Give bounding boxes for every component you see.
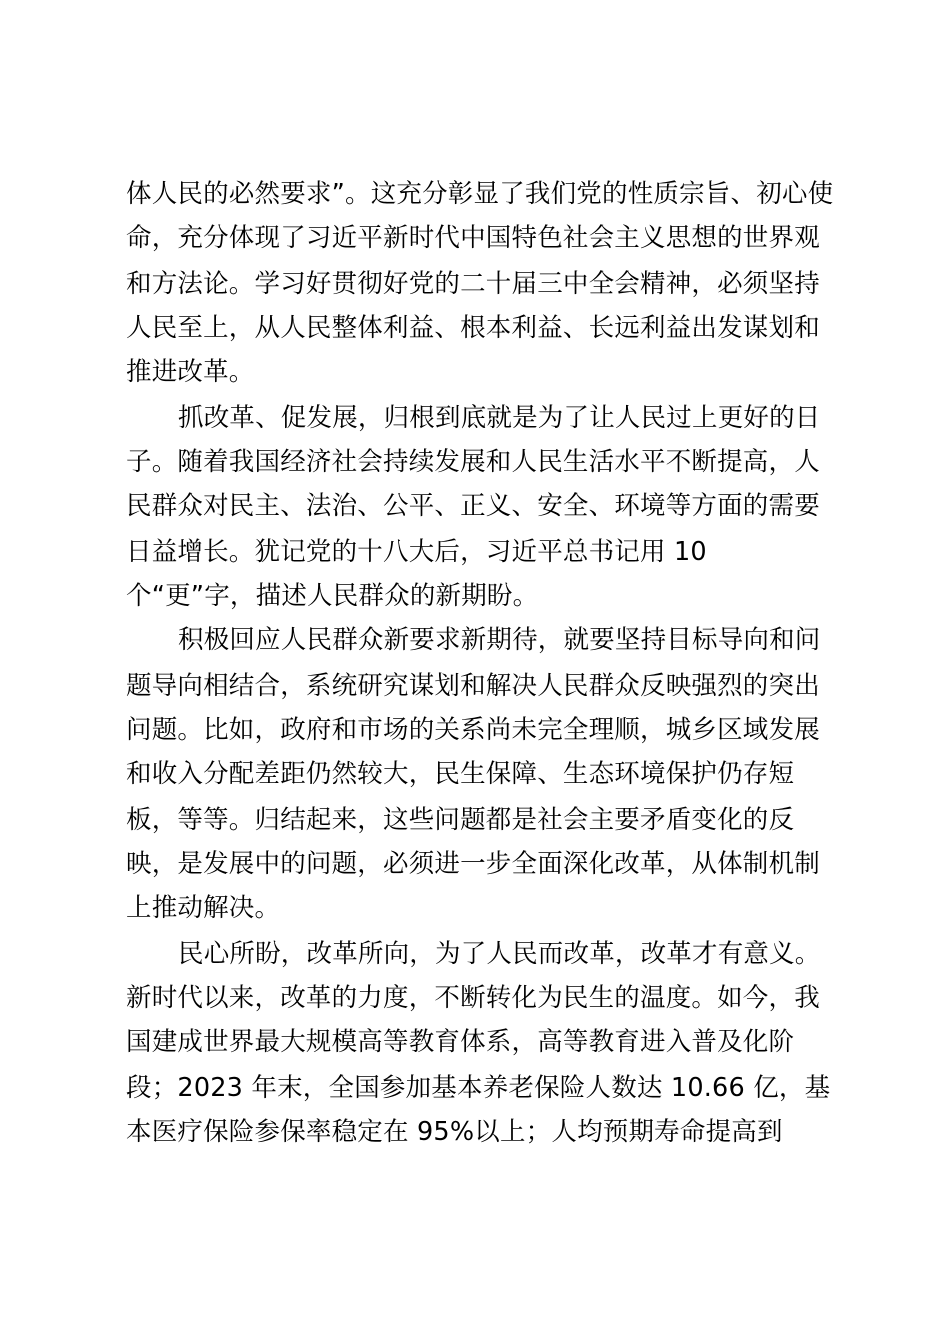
text-line: 个“更”字，描述人民群众的新期盼。 [126,581,539,611]
text-line: 国建成世界最大规模高等教育体系，高等教育进入普及化阶 [126,1027,795,1057]
text-line: 和收入分配差距仍然较大，民生保障、生态环境保护仍存短 [126,759,795,789]
text-line: 命，充分体现了习近平新时代中国特色社会主义思想的世界观 [126,223,820,253]
text-line: 板，等等。归结起来，这些问题都是社会主要矛盾变化的反 [126,805,795,835]
text-line: 子。随着我国经济社会持续发展和人民生活水平不断提高，人 [126,447,820,477]
text-line: 和方法论。学习好贯彻好党的二十届三中全会精神，必须坚持 [126,269,820,299]
text-line: 民群众对民主、法治、公平、正义、安全、环境等方面的需要 [126,491,820,521]
text-line: 日益增长。犹记党的十八大后，习近平总书记用 10 [126,537,707,567]
paragraph-first-line: 抓改革、促发展，归根到底就是为了让人民过上更好的日 [178,403,821,433]
text-line: 问题。比如，政府和市场的关系尚未完全理顺，城乡区域发展 [126,715,820,745]
text-line: 本医疗保险参保率稳定在 95%以上；人均预期寿命提高到 [126,1117,783,1147]
text-line: 新时代以来，改革的力度，不断转化为民生的温度。如今，我 [126,983,820,1013]
paragraph-first-line: 积极回应人民群众新要求新期待，就要坚持目标导向和问 [178,625,821,655]
paragraph-first-line: 民心所盼，改革所向，为了人民而改革，改革才有意义。 [178,939,821,969]
text-line: 人民至上，从人民整体利益、根本利益、长远利益出发谋划和 [126,313,820,343]
text-line: 上推动解决。 [126,893,281,923]
text-line: 段；2023 年末，全国参加基本养老保险人数达 10.66 亿，基 [126,1073,831,1103]
text-line: 推进改革。 [126,357,255,387]
text-line: 题导向相结合，系统研究谋划和解决人民群众反映强烈的突出 [126,671,820,701]
text-line: 体人民的必然要求”。这充分彰显了我们党的性质宗旨、初心使 [126,179,834,209]
text-line: 映，是发展中的问题，必须进一步全面深化改革，从体制机制 [126,849,820,879]
